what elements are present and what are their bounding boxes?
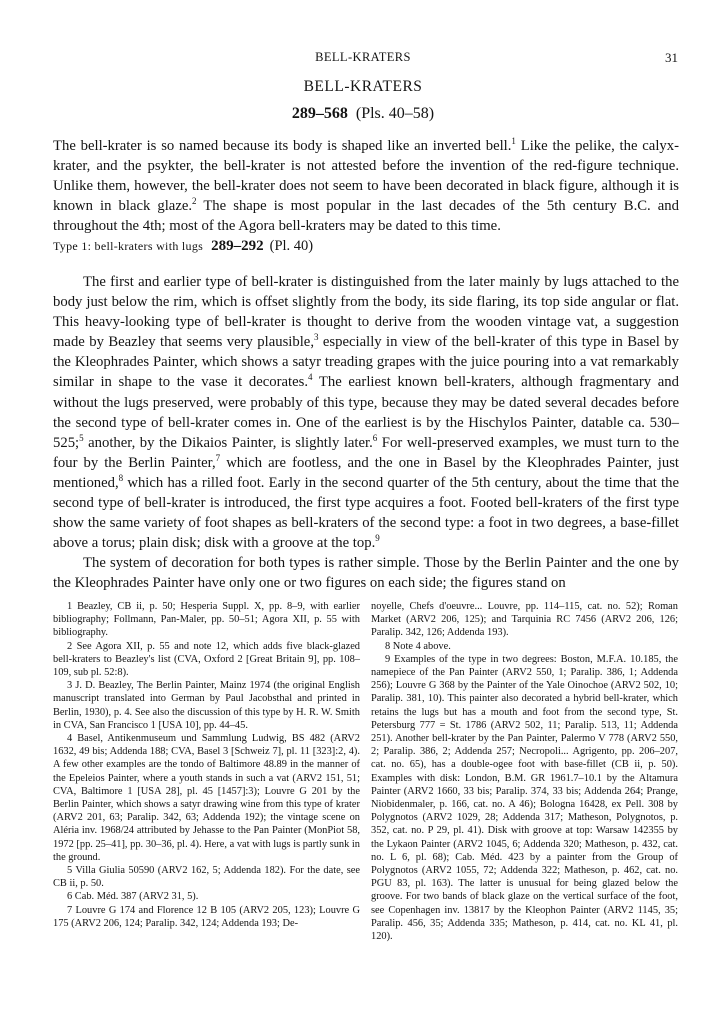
footnote-ref: 1 (511, 136, 516, 147)
footnote-ref: 7 (215, 452, 221, 463)
paragraph-text: The first and earlier type of bell-krater is distinguished from the later mainly by lugs attached to the body just below the rim, which is offset slightly from the body, its side flaring, its top side angular or flat. This heavy-looking type of bell-krater is thought to derive from the wooden vintage vat, a suggestion made by Beazley that seems very plausible, (53, 274, 679, 351)
page-number: 31 (665, 50, 678, 65)
footnote: 4 Basel, Antikenmuseum und Sammlung Ludwig, BS 482 (ARV2 1632, 49 bis; Addenda 188; CVA, Basel 3 [Schweiz 7], pl. 11 [323]:2, 4). A few other examples are the tondo of Baltimore 48.89 in the manner of the Epeleios Painter, where a youth stands in such a vat (ARV2 151, 51; CVA, Baltimore 1 [USA 28], pl. 45 [1457]:3); Louvre G 201 by the Berlin Painter, which shows a satyr drawing wine from this type of krater (ARV2 201, 63; Paralip. 342, 63; Addenda 192); the vintage scene on Aléria inv. 1968/24 attributed by Jehasse to the Pan Painter (MonPiot 58, 1972 [pp. 25–41], pp. 30–36, pl. 4). Here, a vat with lugs is partly sunk in the ground. (53, 733, 360, 863)
paragraph-text: another, by the Dikaios Painter, is slightly later. (83, 434, 373, 451)
footnote-ref: 3 (314, 332, 319, 343)
paragraph-text: especially in view of the bell-krater of this type in Basel by the Kleophrades Painter, which shows a satyr treading grapes with the juice pouring into a vat remarkably similar in shape to the vase it decorates. (53, 334, 679, 391)
footnote: 2 See Agora XII, p. 55 and note 12, which adds five black-glazed bell-kraters to Beazley's list (CVA, Oxford 2 [Great Britain 9], pp. 108–109, sub pl. 52:8). (53, 640, 360, 679)
footnote: 8 Note 4 above. (385, 640, 451, 652)
intro-paragraph (53, 136, 679, 236)
catalogue-range-numbers: 289–568 (291, 105, 348, 122)
footnote: 7 Louvre G 174 and Florence 12 B 105 (ARV2 205, 123); Louvre G 175 (ARV2 206, 124; Paralip. 342, 124; Addenda 193; De- (53, 904, 360, 929)
paragraph-text: For well-preserved examples, we must turn to the four by the Berlin Painter, (53, 434, 679, 471)
type-heading-label: Type 1: bell-kraters with lugs (53, 239, 204, 253)
footnote-ref: 9 (375, 533, 380, 544)
intro-text: Like the pelike, the calyx-krater, and the psykter, the bell-krater is not attested before the invention of the red-figure technique. Unlike them, however, the bell-krater does not seem to have been decorated in black figure, although it is known in black glaze. (53, 138, 679, 215)
paragraph: The system of decoration for both types is rather simple. Those by the Berlin Painter and the one by the Kleophrades Painter have only one or two figures on each side; the figures stand on (53, 555, 679, 592)
type-heading-range: 289–292 (211, 238, 264, 254)
footnote: 9 Examples of the type in two degrees: Boston, M.F.A. 10.185, the namepiece of the Pan Painter (ARV2 550, 1; Paralip. 386, 1; Addenda 256); Louvre G 368 by the Painter of the Yale Oinochoe (ARV2 502, 10; Paralip. 381, 10). This painter also decorated a hybrid bell-krater, which retains the lugs but has a mouth and foot from the second type, St. Petersburg 777 = St. 1786 (ARV2 502, 11; Paralip. 513, 11; Addenda 251). Another bell-krater by the Pan Painter, Palermo V 778 (ARV2 550, 2; Paralip. 386, 2; Addenda 257; Necropoli... Agrigento, pp. 206–207, cat. no. 65), has a double-ogee foot with base-fillet (CB ii, p. 50). Examples with disk: London, B.M. GR 1961.7–10.1 by the Altamura Painter (ARV2 1660, 33 bis; Paralip. 374, 33 bis; Addenda 264; Prange, Niobidenmaler, p. 166, cat. no. A 46); Bologna 16428, ex Pell. 308 by Polygnotos (ARV2 1029, 28; Addenda 317; Matheson, Polygnotos, p. 352, cat. no. P 29, pl. 41). Disk with groove at top: Warsaw 142355 by the Lykaon Painter (ARV2 1045, 6; Addenda 320; Matheson, p. 432, cat. no. L 6, pl. 68); Cab. Méd. 423 by a painter from the Group of Polygnotos (ARV2 1055, 72; Addenda 322; Matheson, p. 462, cat. no. PGU 83, pl. 163). The latter is unusual for being glazed below the groove. For two bands of black glaze on the vertical surface of the foot, see Copenhagen inv. 13817 by the Kleophon Painter (ARV2 1145, 35; Paralip. 456, 35; Addenda 335; Matheson, p. 414, cat. no. KL 41, pl. 120). (371, 653, 678, 943)
catalogue-range (48, 105, 678, 123)
footnote-ref: 6 (372, 432, 378, 443)
footnote-ref: 8 (118, 473, 124, 484)
paragraph-text: which has a rilled foot. Early in the second quarter of the 5th century, about the time that the second type of bell-krater is introduced, the first type acquires a foot. Footed bell-kraters of the first type show the same variety of foot shapes as bell-kraters of the second type: a foot in two degrees, a base-fillet above a torus; plain disk; disk with a groove at the top. (53, 474, 679, 552)
type-heading-plate: (Pl. 40) (269, 238, 314, 254)
running-head (48, 50, 678, 68)
running-head-title: BELL-KRATERS (315, 50, 411, 64)
intro-text: The shape is most popular in the last decades of the 5th century B.C. and throughout the 4th; most of the Agora bell-kraters may be dated to this time. (53, 198, 679, 235)
footnote: 6 Cab. Méd. 387 (ARV2 31, 5). (67, 891, 199, 903)
paragraph (53, 272, 679, 553)
main-text (53, 272, 679, 594)
type-heading (53, 238, 679, 255)
footnote: 5 Villa Giulia 50590 (ARV2 162, 5; Addenda 182). For the date, see CB ii, p. 50. (53, 865, 360, 890)
paragraph-text: which are footless, and the one in Basel by the Kleophrades Painter, just mentioned, (53, 454, 679, 491)
footnote-ref: 5 (79, 432, 84, 443)
intro-text: The bell-krater is so named because its body is shaped like an inverted bell. (53, 138, 512, 154)
footnote-ref: 4 (308, 372, 313, 383)
footnote-continued: noyelle, Chefs d'oeuvre... Louvre, pp. 114–115, cat. no. 52); Roman Market (ARV2 206, 125); and Tarquinia RC 7456 (ARV2 206, 126; Paralip. 342, 126; Addenda 193). (371, 601, 678, 639)
footnotes-left-column (53, 600, 360, 930)
paragraph-text: The earliest known bell-kraters, although fragmentary and without the lugs preserved, were probably of this type, because they may be dated several decades before the second type of bell-krater comes in. One of the earliest is by the Hischylos Painter, datable ca. 530–525; (53, 374, 679, 451)
footnote: 1 Beazley, CB ii, p. 50; Hesperia Suppl. X, pp. 8–9, with earlier bibliography; Follmann, Pan-Maler, pp. 50–51; Agora XII, p. 55 with bibliography. (53, 601, 360, 639)
section-title: BELL-KRATERS (303, 78, 423, 95)
footnote-ref: 2 (192, 196, 197, 207)
footnote: 3 J. D. Beazley, The Berlin Painter, Mainz 1974 (the original English manuscript translated into German by Paul Jacobsthal and printed in Berlin, 1930), p. 4. See also the discussion of this type by H. R. W. Smith in CVA, San Francisco 1 [USA 10], pp. 44–45. (53, 680, 360, 731)
plates-reference: (Pls. 40–58) (355, 105, 435, 122)
footnotes-right-column (371, 600, 678, 943)
